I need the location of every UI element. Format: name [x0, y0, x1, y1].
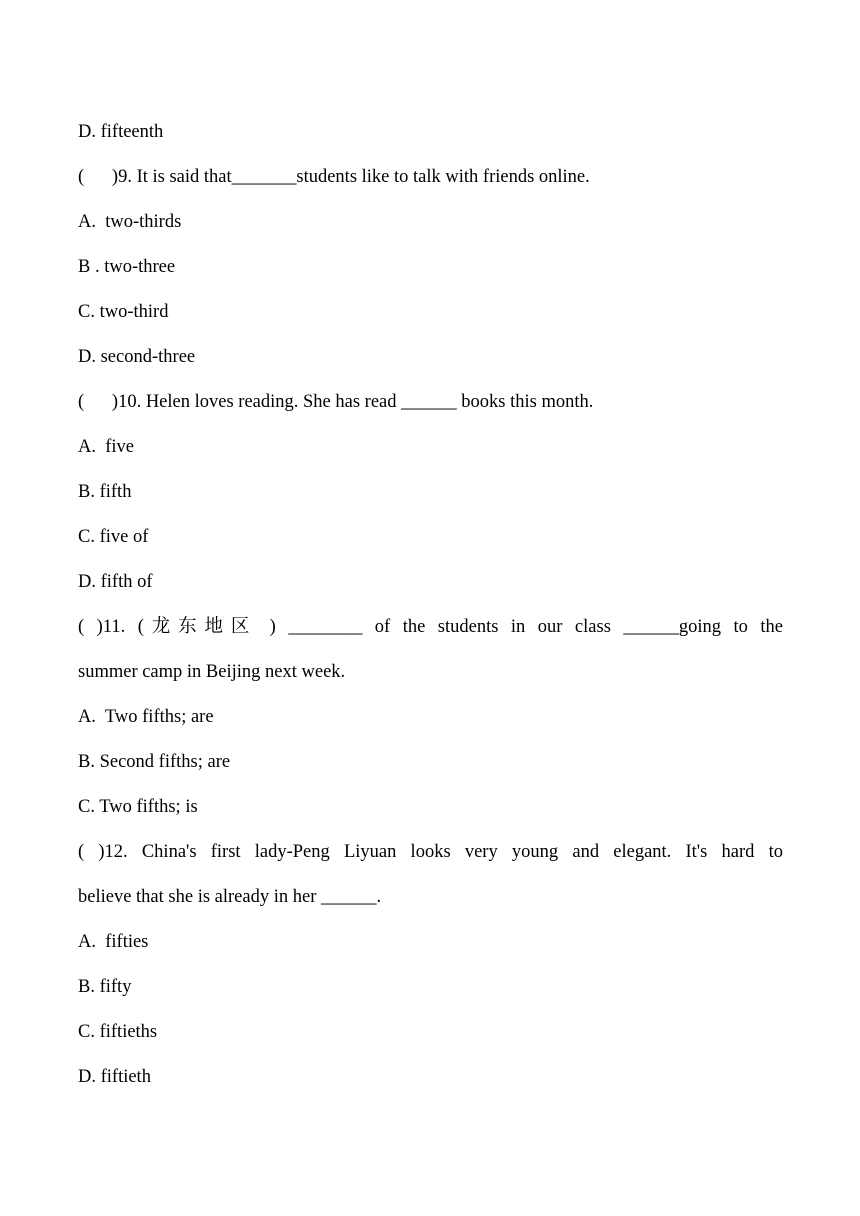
document-page	[78, 110, 783, 1100]
q11-stem-line1: ( )11. (龙东地区 ) ________ of the students in our class ______going to the	[78, 617, 783, 637]
q12-stem-line2: believe that she is already in her ______.	[78, 887, 382, 907]
q12-stem-line1: ( )12. China's first lady-Peng Liyuan looks very young and elegant. It's hard to	[78, 842, 783, 862]
q10-option-d: D. fifth of	[78, 572, 153, 592]
q9-option-d: D. second-three	[78, 347, 196, 367]
q9-stem: ( )9. It is said that_______students like to talk with friends online.	[78, 167, 590, 187]
q9-option-b: B . two-three	[78, 257, 176, 277]
q12-option-d: D. fiftieth	[78, 1067, 151, 1087]
q11-option-b: B. Second fifths; are	[78, 752, 231, 772]
q11-option-a: A. Two fifths; are	[78, 707, 214, 727]
q8-option-d: D. fifteenth	[78, 122, 164, 142]
q11-option-c: C. Two fifths; is	[78, 797, 198, 817]
q10-option-b: B. fifth	[78, 482, 132, 502]
q10-option-c: C. five of	[78, 527, 149, 547]
q12-option-c: C. fiftieths	[78, 1022, 158, 1042]
q9-option-c: C. two-third	[78, 302, 169, 322]
q11-stem-line2: summer camp in Beijing next week.	[78, 662, 346, 682]
q12-option-b: B. fifty	[78, 977, 132, 997]
q9-option-a: A. two-thirds	[78, 212, 182, 232]
q10-stem: ( )10. Helen loves reading. She has read ______ books this month.	[78, 392, 594, 412]
q10-option-a: A. five	[78, 437, 134, 457]
q12-option-a: A. fifties	[78, 932, 149, 952]
